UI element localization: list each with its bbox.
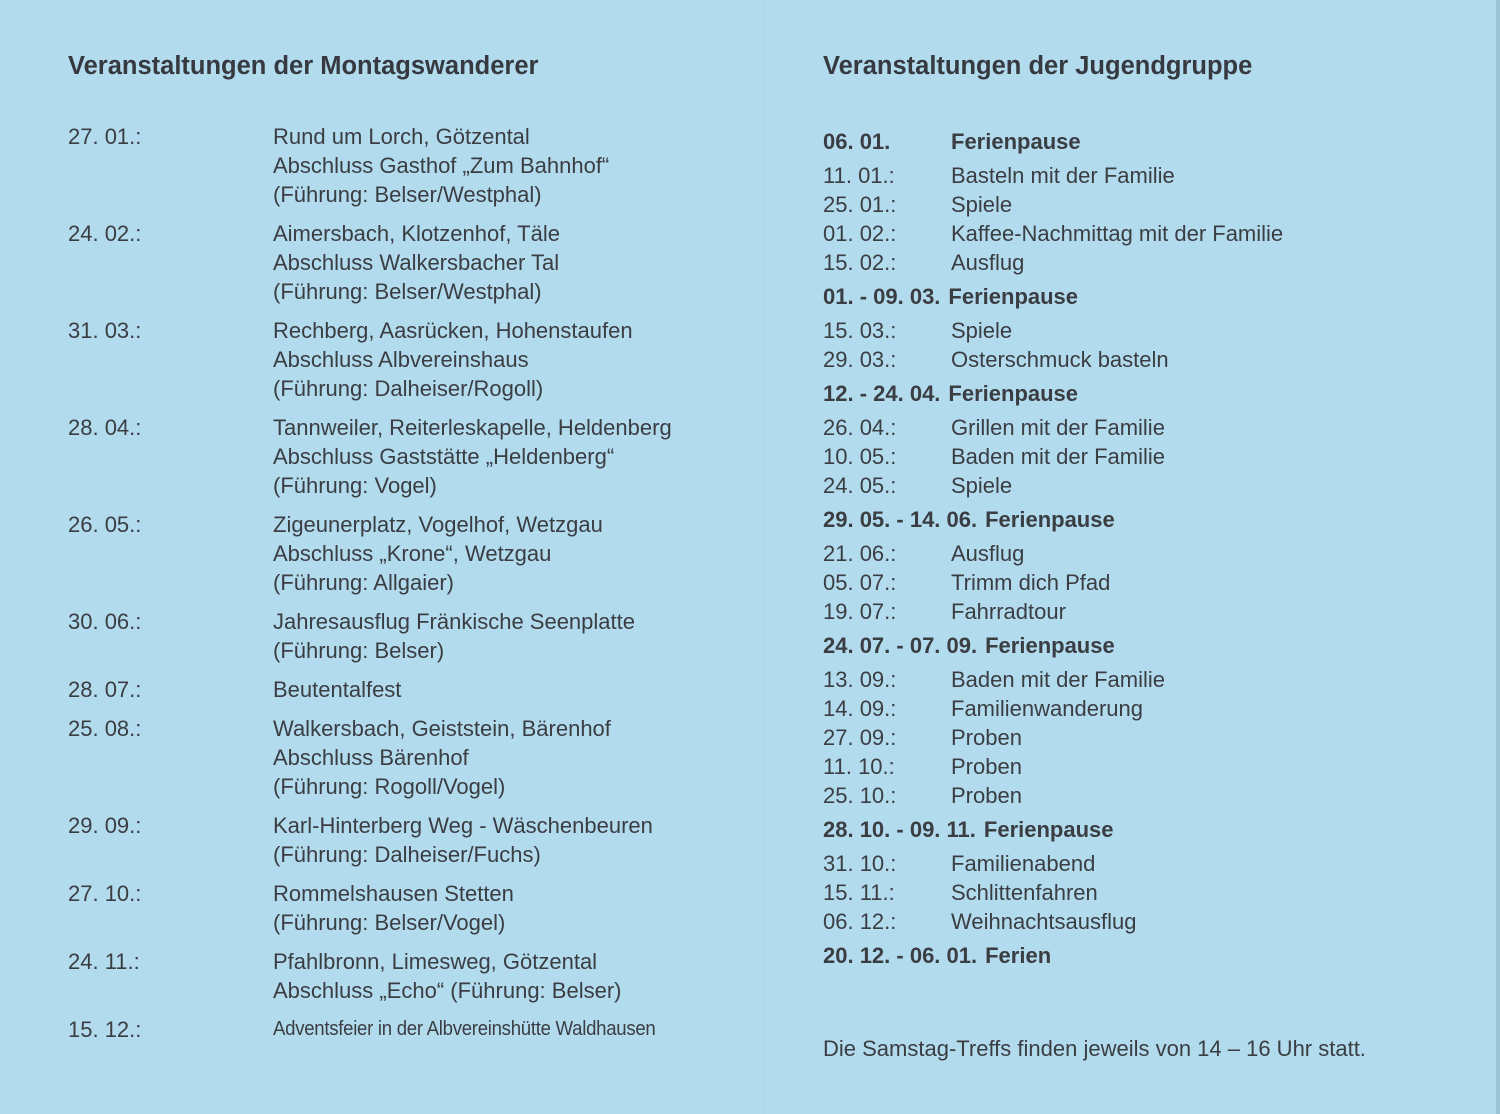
event-row [823, 568, 1463, 597]
event-text: Proben [951, 783, 1022, 808]
event-group [823, 539, 1463, 626]
event-group [823, 316, 1463, 374]
wander-details [273, 510, 728, 597]
event-text: Baden mit der Familie [951, 667, 1165, 692]
wander-details [273, 879, 728, 937]
samstag-treffs-note: Die Samstag-Treffs finden jeweils von 14 – 16 Uhr statt. [823, 1036, 1366, 1061]
wander-detail-line: Abschluss „Echo“ (Führung: Belser) [273, 978, 622, 1003]
wander-details [273, 219, 728, 306]
event-date: 14. 09.: [823, 696, 897, 721]
event-row [823, 248, 1463, 277]
event-row [823, 219, 1463, 248]
wander-detail-line: Walkersbach, Geiststein, Bärenhof [273, 716, 611, 741]
wander-detail-line: (Führung: Belser) [273, 638, 445, 663]
wander-detail-line: (Führung: Allgaier) [273, 570, 454, 595]
event-group [823, 413, 1463, 500]
ferienpause-label: Ferienpause [983, 817, 1114, 842]
wander-detail-line: Rechberg, Aasrücken, Hohenstaufen [273, 318, 633, 343]
event-date: 25. 10.: [823, 783, 897, 808]
event-row [823, 345, 1463, 374]
ferienpause-label: Ferienpause [948, 284, 1079, 309]
ferienpause-label: Ferienpause [948, 381, 1079, 406]
ferienpause-date: 29. 05. - 14. 06. [823, 507, 978, 532]
event-date: 21. 06.: [823, 541, 897, 566]
wander-date: 26. 05.: [68, 512, 142, 537]
event-date: 15. 11.: [823, 880, 895, 905]
event-row [823, 907, 1463, 936]
page-fold [764, 0, 766, 1114]
ferienpause-row [823, 505, 1463, 534]
event-date: 05. 07.: [823, 570, 897, 595]
wander-date: 31. 03.: [68, 318, 142, 343]
wander-date: 29. 09.: [68, 813, 142, 838]
event-date: 01. 02.: [823, 221, 897, 246]
event-text: Osterschmuck basteln [951, 347, 1169, 372]
event-row [823, 539, 1463, 568]
wander-detail-line: Jahresausflug Fränkische Seenplatte [273, 609, 635, 634]
event-date: 29. 03.: [823, 347, 897, 372]
event-text: Baden mit der Familie [951, 444, 1165, 469]
wander-entry [68, 675, 728, 704]
event-row [823, 413, 1463, 442]
montagswanderer-schedule [68, 122, 728, 1054]
event-text: Spiele [951, 192, 1013, 217]
event-date: 19. 07.: [823, 599, 897, 624]
ferienpause-label: Ferienpause [985, 633, 1115, 658]
ferienpause-label: Ferienpause [951, 129, 1081, 154]
event-row [823, 442, 1463, 471]
event-text: Weihnachtsausflug [951, 909, 1137, 934]
montagswanderer-heading: Veranstaltungen der Montagswanderer [68, 52, 539, 80]
event-text: Familienwanderung [951, 696, 1143, 721]
wander-date: 24. 02.: [68, 221, 142, 246]
paper-edge [1496, 0, 1500, 1114]
wander-entry [68, 122, 728, 209]
event-date: 13. 09.: [823, 667, 897, 692]
ferienpause-row [823, 127, 1463, 156]
ferienpause-row [823, 941, 1463, 970]
wander-detail-line: (Führung: Dalheiser/Fuchs) [273, 842, 541, 867]
event-text: Proben [951, 725, 1022, 750]
wander-details [273, 947, 728, 1005]
event-row [823, 471, 1463, 500]
event-row [823, 190, 1463, 219]
wander-detail-line: Abschluss Gasthof „Zum Bahnhof“ [273, 153, 610, 178]
wander-detail-line: Abschluss Gaststätte „Heldenberg“ [273, 444, 615, 469]
event-group [823, 161, 1463, 277]
wander-entry [68, 219, 728, 306]
wander-detail-line: Zigeunerplatz, Vogelhof, Wetzgau [273, 512, 603, 537]
event-group [823, 849, 1463, 936]
event-text: Schlittenfahren [951, 880, 1098, 905]
wander-entry [68, 413, 728, 500]
wander-details [273, 316, 728, 403]
event-row [823, 752, 1463, 781]
wander-details [273, 413, 728, 500]
wander-details [273, 811, 728, 869]
wander-entry [68, 947, 728, 1005]
wander-detail-line: Abschluss Albvereinshaus [273, 347, 529, 372]
jugendgruppe-heading: Veranstaltungen der Jugendgruppe [823, 52, 1253, 80]
event-row [823, 878, 1463, 907]
ferienpause-date: 01. - 09. 03. [823, 284, 941, 309]
event-row [823, 781, 1463, 810]
wander-detail-line: Pfahlbronn, Limesweg, Götzental [273, 949, 598, 974]
ferienpause-date: 06. 01. [823, 129, 891, 154]
event-row [823, 694, 1463, 723]
ferienpause-label: Ferien [985, 943, 1052, 968]
wander-detail-line: (Führung: Dalheiser/Rogoll) [273, 376, 544, 401]
wander-date: 30. 06.: [68, 609, 142, 634]
wander-detail-line: Rund um Lorch, Götzental [273, 124, 530, 149]
event-text: Spiele [951, 473, 1013, 498]
event-text: Basteln mit der Familie [951, 163, 1175, 188]
ferienpause-row [823, 379, 1463, 408]
wander-details [273, 607, 728, 665]
ferienpause-row [823, 282, 1463, 311]
event-text: Fahrradtour [951, 599, 1066, 624]
wander-details [273, 122, 728, 209]
event-date: 27. 09.: [823, 725, 897, 750]
wander-detail-line: (Führung: Belser/Westphal) [273, 279, 542, 304]
event-date: 31. 10.: [823, 851, 897, 876]
ferienpause-row [823, 815, 1463, 844]
wander-date: 28. 04.: [68, 415, 142, 440]
wander-details [273, 675, 728, 704]
ferienpause-row [823, 631, 1463, 660]
wander-detail-line: Adventsfeier in der Albvereinshütte Waldhausen [273, 1018, 656, 1040]
wander-details [273, 714, 728, 801]
event-text: Kaffee-Nachmittag mit der Familie [951, 221, 1284, 246]
event-date: 11. 01.: [823, 163, 895, 188]
wander-date: 27. 10.: [68, 881, 142, 906]
event-row [823, 665, 1463, 694]
event-date: 24. 05.: [823, 473, 897, 498]
event-text: Spiele [951, 318, 1013, 343]
wander-detail-line: Beutentalfest [273, 677, 402, 702]
wander-entry [68, 811, 728, 869]
wander-detail-line: (Führung: Vogel) [273, 473, 437, 498]
wander-entry [68, 510, 728, 597]
event-date: 25. 01.: [823, 192, 897, 217]
event-date: 15. 02.: [823, 250, 897, 275]
wander-details [273, 1015, 728, 1044]
wander-entry [68, 607, 728, 665]
event-date: 26. 04.: [823, 415, 897, 440]
ferienpause-date: 12. - 24. 04. [823, 381, 941, 406]
event-date: 06. 12.: [823, 909, 897, 934]
event-row [823, 849, 1463, 878]
event-date: 15. 03.: [823, 318, 897, 343]
ferienpause-date: 20. 12. - 06. 01. [823, 943, 978, 968]
ferienpause-date: 28. 10. - 09. 11. [823, 817, 976, 842]
wander-date: 27. 01.: [68, 124, 142, 149]
wander-detail-line: Tannweiler, Reiterleskapelle, Heldenberg [273, 415, 672, 440]
event-text: Grillen mit der Familie [951, 415, 1165, 440]
event-row [823, 723, 1463, 752]
wander-detail-line: (Führung: Rogoll/Vogel) [273, 774, 506, 799]
wander-entry [68, 1015, 728, 1044]
event-row [823, 161, 1463, 190]
event-row [823, 597, 1463, 626]
event-text: Ausflug [951, 250, 1025, 275]
event-date: 11. 10.: [823, 754, 895, 779]
event-row [823, 316, 1463, 345]
wander-detail-line: Rommelshausen Stetten [273, 881, 514, 906]
wander-detail-line: Karl-Hinterberg Weg - Wäschenbeuren [273, 813, 653, 838]
wander-detail-line: (Führung: Belser/Vogel) [273, 910, 506, 935]
wander-date: 24. 11.: [68, 949, 140, 974]
jugendgruppe-schedule [823, 127, 1463, 975]
event-text: Trimm dich Pfad [951, 570, 1111, 595]
event-group [823, 665, 1463, 810]
event-text: Ausflug [951, 541, 1025, 566]
event-text: Familienabend [951, 851, 1096, 876]
wander-detail-line: (Führung: Belser/Westphal) [273, 182, 542, 207]
wander-date: 25. 08.: [68, 716, 142, 741]
wander-detail-line: Abschluss Bärenhof [273, 745, 469, 770]
wander-date: 28. 07.: [68, 677, 142, 702]
wander-date: 15. 12.: [68, 1017, 142, 1042]
wander-detail-line: Abschluss „Krone“, Wetzgau [273, 541, 552, 566]
ferienpause-label: Ferienpause [985, 507, 1115, 532]
wander-detail-line: Aimersbach, Klotzenhof, Täle [273, 221, 560, 246]
wander-entry [68, 316, 728, 403]
wander-entry [68, 879, 728, 937]
wander-entry [68, 714, 728, 801]
ferienpause-date: 24. 07. - 07. 09. [823, 633, 978, 658]
event-date: 10. 05.: [823, 444, 897, 469]
event-text: Proben [951, 754, 1022, 779]
wander-detail-line: Abschluss Walkersbacher Tal [273, 250, 560, 275]
